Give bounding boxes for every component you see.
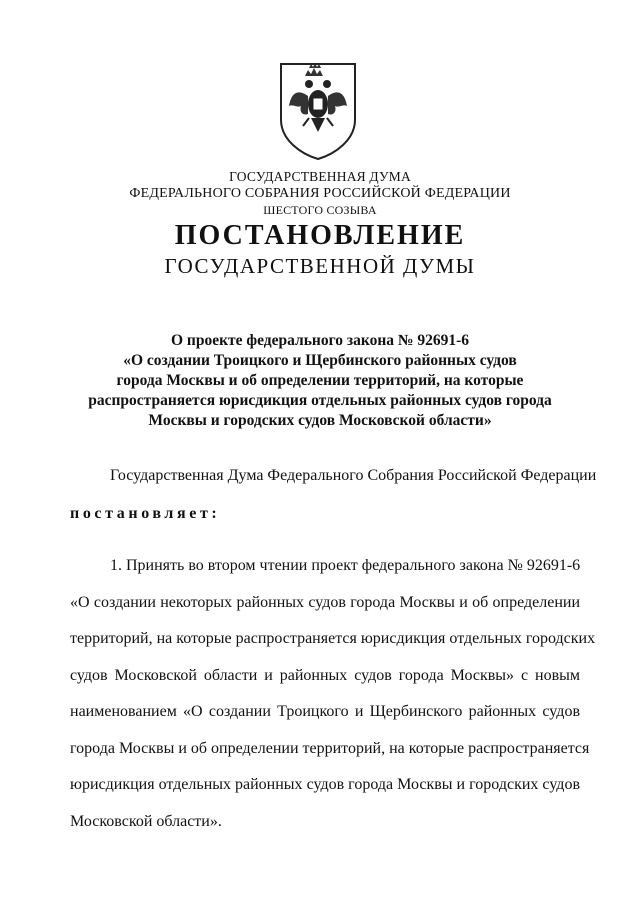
paragraph-line: Московской области». (70, 812, 222, 830)
paragraph-line: юрисдикция отдельных районных судов города Москвы и городских судов (70, 776, 580, 793)
decree-verb: постановляет: (70, 505, 221, 522)
paragraph-line: «О создании некоторых районных судов города Москвы и об определении (70, 593, 580, 611)
subject-line: распространяется юрисдикция отдельных районных судов города (88, 392, 552, 409)
org-line-2: ФЕДЕРАЛЬНОГО СОБРАНИЯ РОССИЙСКОЙ ФЕДЕРАЦИИ (129, 186, 511, 201)
paragraph-line: 1. Принять во втором чтении проект федерального закона № 92691-6 (110, 557, 581, 574)
paragraph-line: наименованием «О создании Троицкого и Щербинского районных судов (70, 703, 580, 720)
paragraph-line: судов Московской области и районных судов города Москвы» с новым (70, 666, 580, 684)
document-issuer-subtitle: ГОСУДАРСТВЕННОЙ ДУМЫ (164, 254, 476, 278)
issuing-body-header (0, 168, 640, 219)
preamble-text: Государственная Дума Федерального Собрания Российской Федерации (110, 467, 597, 484)
paragraph-line: территорий, на которые распространяется юрисдикция отдельных городских (70, 630, 596, 647)
subject-line: Москвы и городских судов Московской области» (148, 412, 492, 429)
paragraph-line: города Москвы и об определении территорий, на которые распространяется (70, 739, 590, 757)
resolution-item-1 (70, 556, 596, 848)
subject-line: города Москвы и об определении территорий, на которые (116, 372, 524, 389)
org-line-1: ГОСУДАРСТВЕННАЯ ДУМА (229, 169, 411, 184)
coat-of-arms-icon (275, 58, 361, 162)
document-subject (60, 331, 580, 431)
subject-line: «О создании Троицкого и Щербинского районных судов (123, 352, 517, 369)
org-line-3: ШЕСТОГО СОЗЫВА (263, 203, 377, 217)
document-type-title: ПОСТАНОВЛЕНИЕ (174, 220, 466, 251)
subject-line: О проекте федерального закона № 92691-6 (170, 332, 469, 349)
